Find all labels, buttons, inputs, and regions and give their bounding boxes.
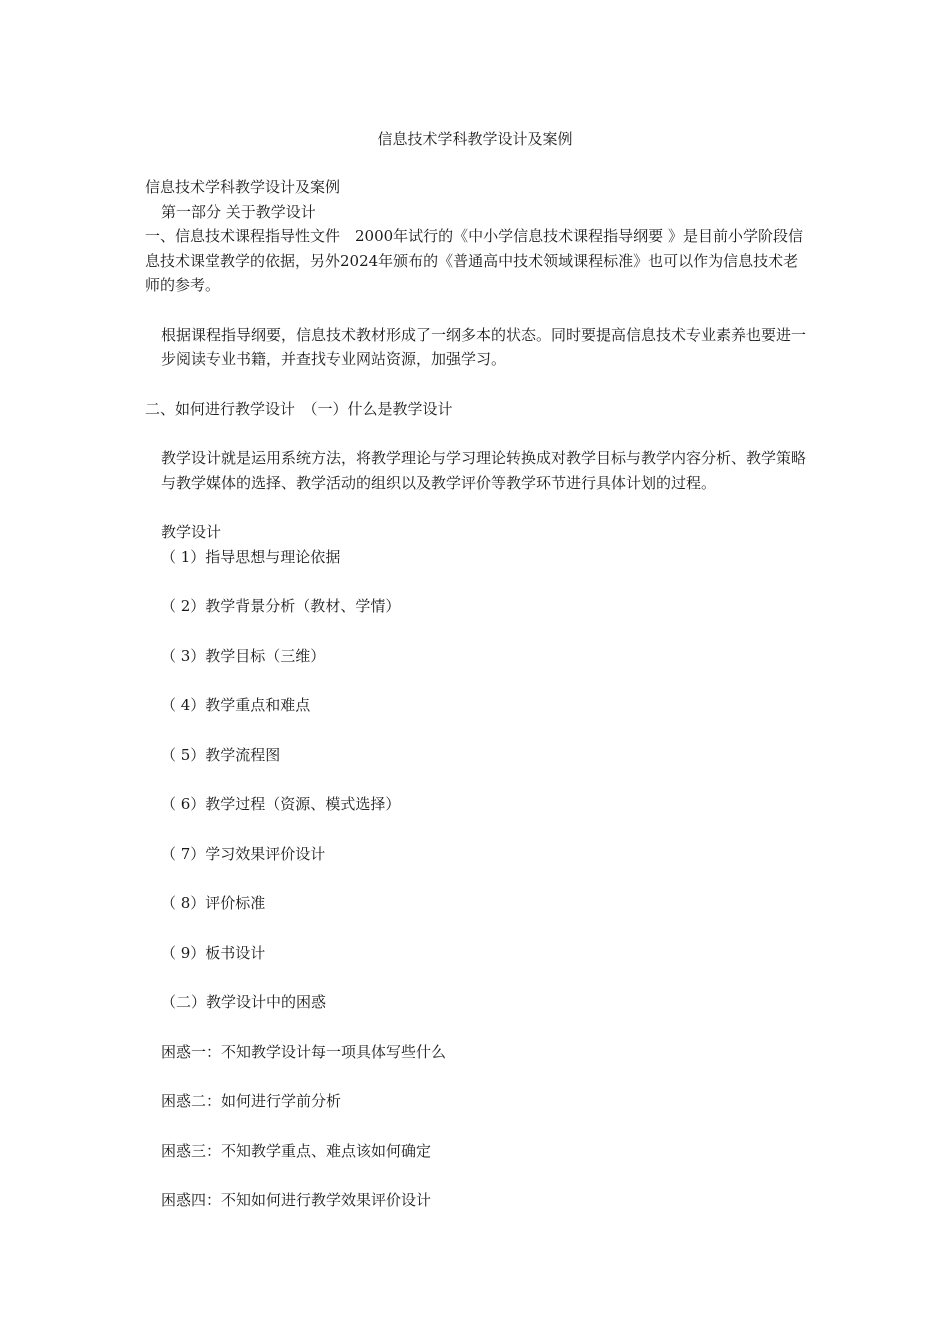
confusion-1: 困惑一：不知教学设计每一项具体写些什么	[161, 1042, 447, 1061]
confusion-3: 困惑三：不知教学重点、难点该如何确定	[161, 1141, 432, 1160]
confusion-2: 困惑二：如何进行学前分析	[161, 1092, 342, 1110]
confusion-4: 困惑四：不知如何进行教学效果评价设计	[161, 1191, 432, 1209]
definition-paragraph: 教学设计就是运用系统方法，将教学理论与学习理论转换成对教学目标与教学内容分析、教学策略与教学媒体的选择、教学活动的组织以及教学评价等教学环节进行具体计划的过程。	[161, 449, 807, 492]
design-item-7: （ 7）学习效果评价设计	[161, 844, 326, 863]
section-2-heading: 二、如何进行教学设计 （一）什么是教学设计	[145, 399, 453, 418]
document-body	[145, 175, 810, 1213]
confusion-heading: （二）教学设计中的困惑	[161, 993, 327, 1011]
document-title: 信息技术学科教学设计及案例	[377, 130, 573, 148]
document-subtitle: 信息技术学科教学设计及案例	[145, 178, 341, 196]
design-item-4: （ 4）教学重点和难点	[161, 696, 311, 714]
design-item-5: （ 5）教学流程图	[161, 745, 281, 764]
design-item-2: （ 2）教学背景分析（教材、学情）	[161, 597, 401, 615]
design-item-6: （ 6）教学过程（资源、模式选择）	[161, 795, 401, 813]
design-label: 教学设计	[161, 523, 222, 541]
design-item-9: （ 9）板书设计	[161, 943, 266, 962]
design-item-1: （ 1）指导思想与理论依据	[161, 547, 341, 566]
guidelines-paragraph: 根据课程指导纲要，信息技术教材形成了一纲多本的状态。同时要提高信息技术专业素养也要进一步阅读专业书籍，并查找专业网站资源，加强学习。	[161, 325, 807, 368]
design-item-8: （ 8）评价标准	[161, 894, 266, 912]
part-heading: 第一部分 关于教学设计	[161, 202, 316, 221]
design-item-3: （ 3）教学目标（三维）	[161, 646, 326, 665]
section-1-paragraph: 一、信息技术课程指导性文件 2000年试行的《中小学信息技术课程指导纲要 》是目前小学阶段信息技术课堂教学的依据，另外2024年颁布的《普通高中技术领域课程标准》也可以作为信息技术老师的参考。	[145, 227, 803, 294]
